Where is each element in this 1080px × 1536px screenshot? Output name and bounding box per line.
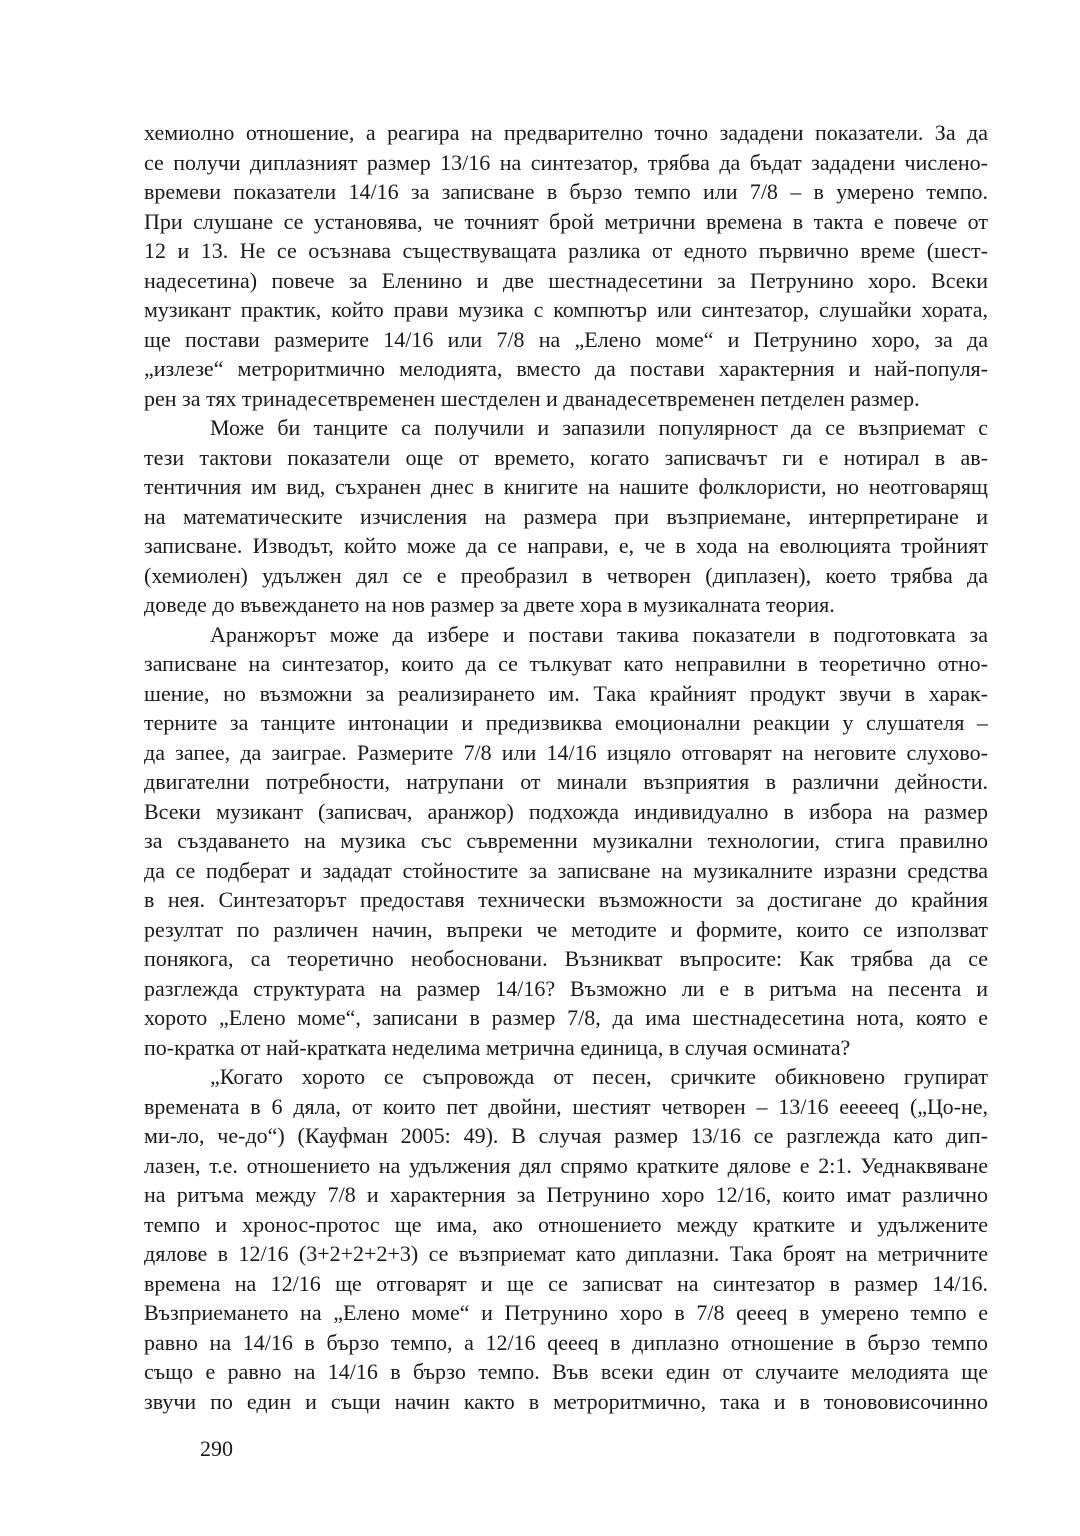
- paragraph: [144, 1062, 988, 1416]
- page-number: 290: [200, 1436, 233, 1461]
- text-line: времената в 6 дяла, от които пет двойни, шестият четворен – 13/16 eeeeeq („Цо-не,: [144, 1093, 988, 1119]
- text-line: хемиолно отношение, а реагира на предварително точно зададени показатели. За да: [144, 120, 988, 145]
- text-line: Възприемането на „Елено моме“ и Петрунино хоро в 7/8 qeeeq в умерено темпо е: [144, 1300, 988, 1325]
- text-line: Всеки музикант (записвач, аранжор) подхожда индивидуално в избора на размер: [144, 798, 988, 824]
- text-line: „Когато хорото се съпровожда от песен, сричките обикновено групират: [210, 1064, 988, 1089]
- text-line: надесетина) повече за Еленино и две шестнадесетини за Петрунино хоро. Всеки: [144, 267, 988, 293]
- text-line: звучи по един и същи начин както в метроритмично, така и в тонововисочинно: [144, 1388, 988, 1414]
- text-line: по-кратка от най-кратката неделима метрична единица, в случая осмината?: [144, 1034, 851, 1060]
- text-line: времена на 12/16 ще отговарят и ще се записват на синтезатор в размер 14/16.: [144, 1270, 988, 1296]
- text-line: доведе до въвеждането на нов размер за двете хора в музикалната теория.: [144, 592, 835, 617]
- text-line: равно на 14/16 в бързо темпо, а 12/16 qeeeq в диплазно отношение в бързо темпо: [144, 1329, 988, 1355]
- text-line: музикант практик, който прави музика с компютър или синтезатор, слушайки хората,: [144, 297, 988, 322]
- text-line: При слушане се установява, че точният брой метрични времена в такта е повече от: [144, 208, 988, 234]
- text-line: записване на синтезатор, които да се тълкуват като неправилни в теоретично отно-: [144, 651, 988, 676]
- paragraph: [144, 118, 988, 413]
- text-line: да се подберат и зададат стойностите за записване на музикалните изразни средства: [144, 857, 988, 883]
- text-line: ще постави размерите 14/16 или 7/8 на „Елено моме“ и Петрунино хоро, за да: [144, 326, 988, 352]
- text-line: също е равно на 14/16 в бързо темпо. Във всеки един от случаите мелодията ще: [144, 1359, 988, 1384]
- text-line: времеви показатели 14/16 за записване в бързо темпо или 7/8 – в умерено темпо.: [144, 179, 988, 204]
- text-line: на ритъма между 7/8 и характерния за Петрунино хоро 12/16, които имат различно: [144, 1182, 988, 1207]
- text-line: резултат по различен начин, въпреки че методите и формите, които се използват: [144, 916, 988, 942]
- text-line: темпо и хронос-протос ще има, ако отношението между кратките и удължените: [144, 1211, 988, 1237]
- text-line: да запее, да заиграе. Размерите 7/8 или 14/16 изцяло отговарят на неговите слухово-: [144, 739, 988, 765]
- text-line: дялове в 12/16 (3+2+2+2+3) се възприемат като диплазни. Така броят на метричните: [144, 1241, 988, 1266]
- text-line: разглежда структурата на размер 14/16? Възможно ли е в ритъма на песента и: [144, 975, 988, 1001]
- body-text: [144, 118, 988, 1416]
- text-line: „излезе“ метроритмично мелодията, вместо да постави характерния и най-популя-: [144, 356, 988, 381]
- text-line: рен за тях тринадесетвременен шестделен и дванадесетвременен петделен размер.: [144, 385, 920, 411]
- text-line: 12 и 13. Не се осъзнава съществуващата разлика от едното първично време (шест-: [144, 238, 988, 263]
- text-line: записване. Изводът, който може да се направи, е, че в хода на еволюцията тройният: [144, 533, 988, 558]
- text-line: Аранжорът може да избере и постави такива показатели в подготовката за: [210, 621, 988, 647]
- text-line: тези тактови показатели още от времето, когато записвачът ги е нотирал в ав-: [144, 444, 988, 470]
- text-line: двигателни потребности, натрупани от минали възприятия в различни дейности.: [144, 769, 988, 794]
- paragraph: [144, 620, 988, 1063]
- text-line: се получи диплазният размер 13/16 на синтезатор, трябва да бъдат зададени числено-: [144, 149, 988, 175]
- text-line: понякога, са теоретично необосновани. Възникват въпросите: Как трябва да се: [144, 946, 988, 971]
- text-line: хорото „Елено моме“, записани в размер 7/8, да има шестнадесетина нота, която е: [144, 1005, 988, 1030]
- text-line: шение, но възможни за реализирането им. Така крайният продукт звучи в харак-: [144, 680, 988, 706]
- text-line: за създаването на музика със съвременни музикални технологии, стига правилно: [144, 828, 988, 853]
- text-line: терните за танците интонации и предизвиква емоционални реакции у слушателя –: [144, 710, 988, 735]
- text-line: тентичния им вид, съхранен днес в книгите на нашите фолклористи, но неотговарящ: [144, 474, 988, 499]
- text-line: Може би танците са получили и запазили популярност да се възприемат с: [210, 415, 988, 440]
- text-line: ми-ло, че-до“) (Кауфман 2005: 49). В случая размер 13/16 се разглежда като дип-: [144, 1123, 988, 1148]
- text-line: в нея. Синтезаторът предоставя технически възможности за достигане до крайния: [144, 887, 988, 912]
- text-line: на математическите изчисления на размера при възприемане, интерпретиране и: [144, 503, 988, 529]
- text-line: лазен, т.е. отношението на удължения дял спрямо кратките дялове е 2:1. Уеднаквяване: [144, 1152, 988, 1178]
- text-line: (хемиолен) удължен дял се е преобразил в четворен (диплазен), което трябва да: [144, 562, 988, 588]
- paragraph: [144, 413, 988, 620]
